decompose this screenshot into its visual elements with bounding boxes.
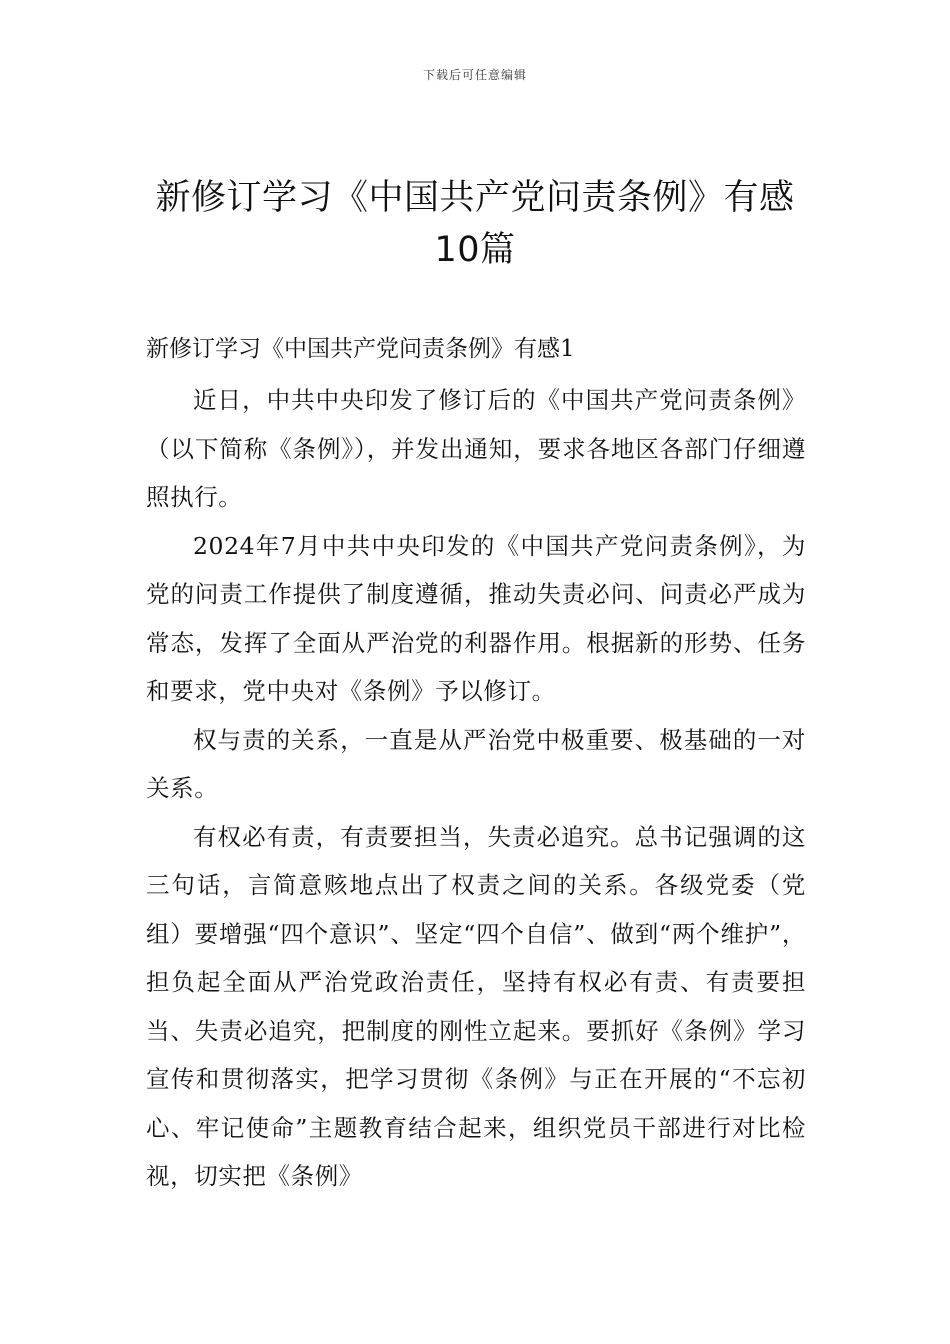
section-heading: 新修订学习《中国共产党问责条例》有感1 xyxy=(146,336,575,362)
title-line-1: 新修订学习《中国共产党问责条例》有感 xyxy=(155,178,795,218)
paragraph-2: 2024年7月中共中央印发的《中国共产党问责条例》，为党的问责工作提供了制度遵循，推动失责必问、问责必严成为常态，发挥了全面从严治党的利器作用。根据新的形势、任务和要求，党中央对《条例》予以修订。 xyxy=(146,531,806,705)
title-line-2: 10篇 xyxy=(434,230,516,270)
header-note: 下载后可任意编辑 xyxy=(422,68,527,82)
paragraph-4: 有权必有责，有责要担当，失责必追究。总书记强调的这三句话，言简意赅地点出了权责之间的关系。各级党委（党组）要增强“四个意识”、坚定“四个自信”、做到“两个维护”，担负起全面从严治党政治责任，坚持有权必有责、有责要担当、失责必追究，把制度的刚性立起来。要抓好《条例》学习宣传和贯彻落实，把学习贯彻《条例》与正在开展的“不忘初心、牢记使命”主题教育结合起来，组织党员干部进行对比检视，切实把《条例》 xyxy=(146,822,806,1190)
paragraph-1: 近日，中共中央印发了修订后的《中国共产党问责条例》（以下简称《条例》），并发出通知，要求各地区各部门仔细遵照执行。 xyxy=(146,386,806,511)
document-body xyxy=(146,376,806,1201)
document-title xyxy=(140,172,810,276)
paragraph-3: 权与责的关系，一直是从严治党中极重要、极基础的一对关系。 xyxy=(146,725,806,802)
